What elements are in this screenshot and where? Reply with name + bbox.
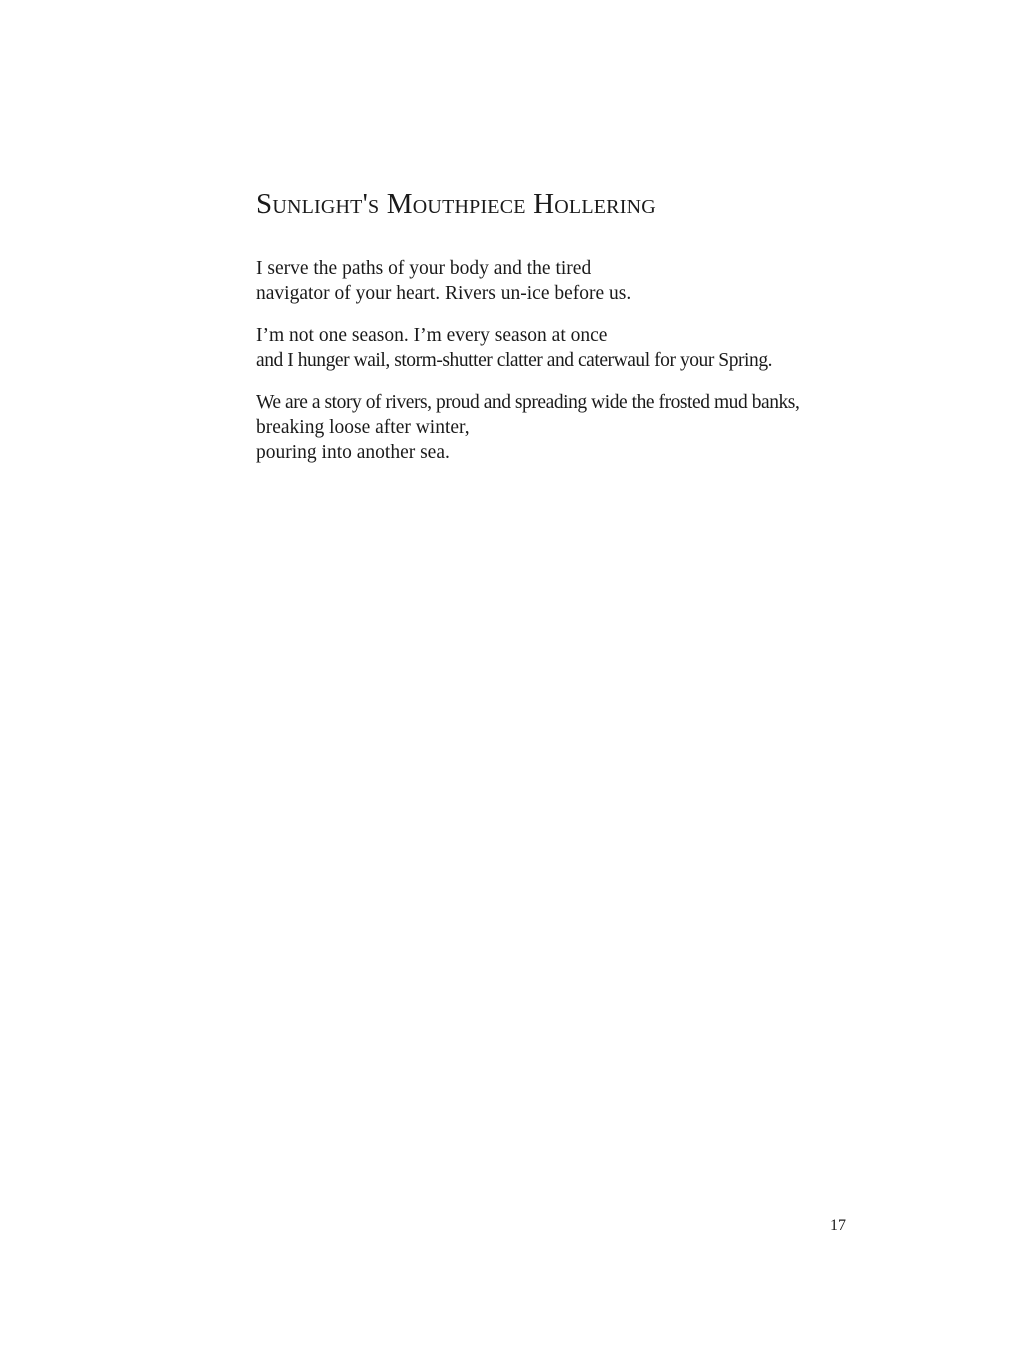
poem-line: breaking loose after winter, [256, 417, 470, 438]
poem-title: Sunlight's Mouthpiece Hollering [256, 188, 656, 220]
page-number: 17 [830, 1217, 846, 1234]
poem-line: and I hunger wail, storm-shutter clatter and caterwaul for your Spring. [256, 350, 773, 371]
stanza-2 [256, 323, 896, 373]
poem-line: We are a story of rivers, proud and spreading wide the frosted mud banks, [256, 392, 800, 413]
poem-line: pouring into another sea. [256, 442, 450, 463]
stanza-1 [256, 256, 896, 306]
stanza-3 [256, 390, 896, 465]
poem-line: I serve the paths of your body and the tired [256, 258, 592, 279]
poem-body [256, 256, 896, 482]
poem-line: I’m not one season. I’m every season at once [256, 325, 608, 346]
poem-line: navigator of your heart. Rivers un-ice before us. [256, 283, 632, 304]
